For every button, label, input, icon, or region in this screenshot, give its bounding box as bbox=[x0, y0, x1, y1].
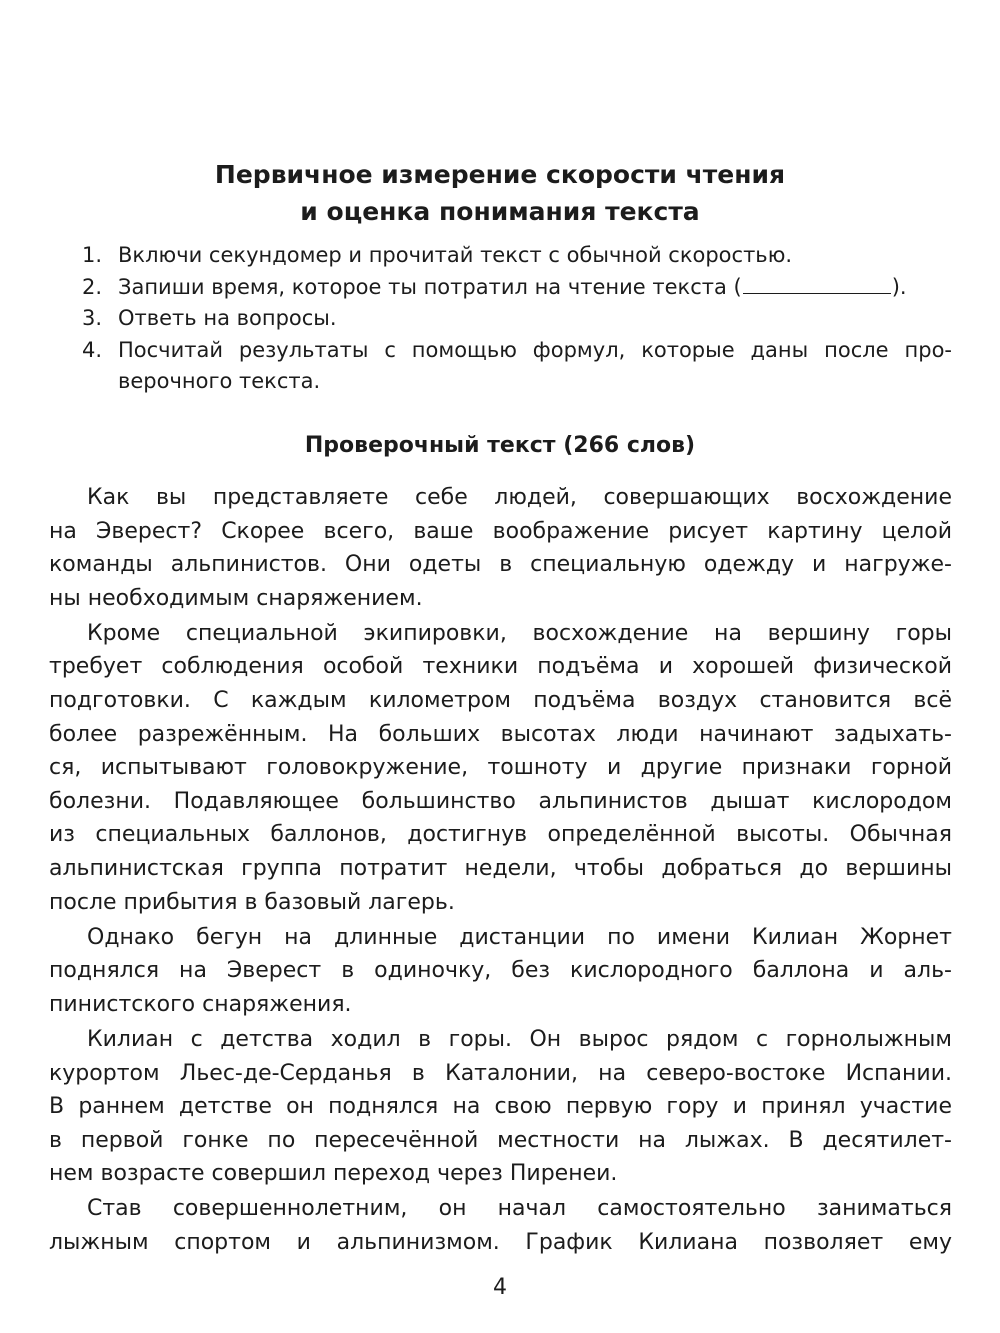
instruction-number: 3. bbox=[82, 306, 103, 330]
instruction-item-1 bbox=[82, 240, 952, 272]
paragraph-line: ны необходимым снаряжением. bbox=[49, 585, 423, 611]
paragraph bbox=[49, 617, 952, 919]
paragraph-line: в первой гонке по пересечённой местности на лыжах. В десятилет- bbox=[49, 1127, 952, 1153]
instruction-number: 1. bbox=[82, 243, 103, 267]
paragraph-line: команды альпинистов. Они одеты в специальную одежду и нагруже- bbox=[49, 552, 952, 578]
paragraph bbox=[49, 1192, 952, 1259]
paragraph-line: Килиан с детства ходил в горы. Он вырос рядом с горнолыжным bbox=[87, 1027, 952, 1052]
instruction-item-4 bbox=[82, 335, 952, 398]
paragraph-line: поднялся на Эверест в одиночку, без кислородного баллона и аль- bbox=[49, 958, 952, 984]
instruction-text-after: ). bbox=[891, 274, 907, 299]
instruction-item-3 bbox=[82, 303, 952, 335]
paragraph-line: болезни. Подавляющее большинство альпинистов дышат кислородом bbox=[49, 788, 952, 814]
page-title-line-1: Первичное измерение скорости чтения bbox=[214, 160, 786, 189]
paragraph-line: ся, испытывают головокружение, тошноту и другие признаки горной bbox=[49, 755, 952, 781]
instruction-text-line-1: Посчитай результаты с помощью формул, которые даны после про- bbox=[118, 337, 952, 362]
paragraph-line: после прибытия в базовый лагерь. bbox=[49, 889, 455, 915]
instruction-number: 4. bbox=[82, 337, 103, 362]
paragraph-line: Кроме специальной экипировки, восхождение на вершину горы bbox=[87, 620, 952, 646]
paragraph-line: В раннем детстве он поднялся на свою первую гору и принял участие bbox=[49, 1094, 952, 1120]
paragraph-line: курортом Льес-де-Серданья в Каталонии, на северо-востоке Испании. bbox=[49, 1060, 952, 1086]
page-title bbox=[0, 156, 1000, 230]
time-blank-line bbox=[743, 275, 891, 294]
paragraph-line: Как вы представляете себе людей, совершающих восхождение bbox=[87, 485, 952, 510]
test-text-body bbox=[49, 481, 952, 1261]
instruction-text: Включи секундомер и прочитай текст с обычной скоростью. bbox=[118, 243, 793, 267]
paragraph-line: Однако бегун на длинные дистанции по имени Килиан Жорнет bbox=[87, 924, 952, 950]
instruction-text: Ответь на вопросы. bbox=[118, 306, 337, 330]
instruction-item-2 bbox=[82, 272, 952, 304]
test-text-heading bbox=[0, 430, 1000, 462]
instruction-text-before: Запиши время, которое ты потратил на чтение текста ( bbox=[118, 274, 742, 299]
paragraph bbox=[49, 921, 952, 1022]
page-number: 4 bbox=[493, 1275, 507, 1300]
page-title-line-2: и оценка понимания текста bbox=[300, 197, 700, 226]
paragraph-line: подготовки. С каждым километром подъёма воздух становится всё bbox=[49, 688, 952, 714]
test-text-heading-title: Проверочный текст bbox=[304, 433, 556, 458]
instruction-number: 2. bbox=[82, 274, 103, 299]
paragraph-line: лыжным спортом и альпинизмом. График Килиана позволяет ему bbox=[49, 1230, 952, 1256]
paragraph-line: более разрежённым. На больших высотах люди начинают задыхать- bbox=[49, 721, 952, 747]
paragraph-line: требует соблюдения особой техники подъёма и хорошей физической bbox=[49, 654, 952, 680]
paragraph bbox=[49, 1023, 952, 1191]
paragraph-line: нем возрасте совершил переход через Пиренеи. bbox=[49, 1161, 618, 1187]
paragraph-line: пинистского снаряжения. bbox=[49, 991, 352, 1017]
paragraph bbox=[49, 481, 952, 615]
paragraph-line: на Эверест? Скорее всего, ваше воображение рисует картину целой bbox=[49, 518, 952, 544]
instruction-text-line-2: верочного текста. bbox=[118, 369, 321, 393]
test-text-word-count: (266 слов) bbox=[563, 433, 696, 458]
paragraph-line: альпинистская группа потратит недели, чтобы добраться до вершины bbox=[49, 856, 952, 882]
paragraph-line: из специальных баллонов, достигнув определённой высоты. Обычная bbox=[49, 822, 952, 848]
paragraph-line: Став совершеннолетним, он начал самостоятельно заниматься bbox=[87, 1196, 952, 1222]
instructions-list bbox=[82, 240, 952, 398]
